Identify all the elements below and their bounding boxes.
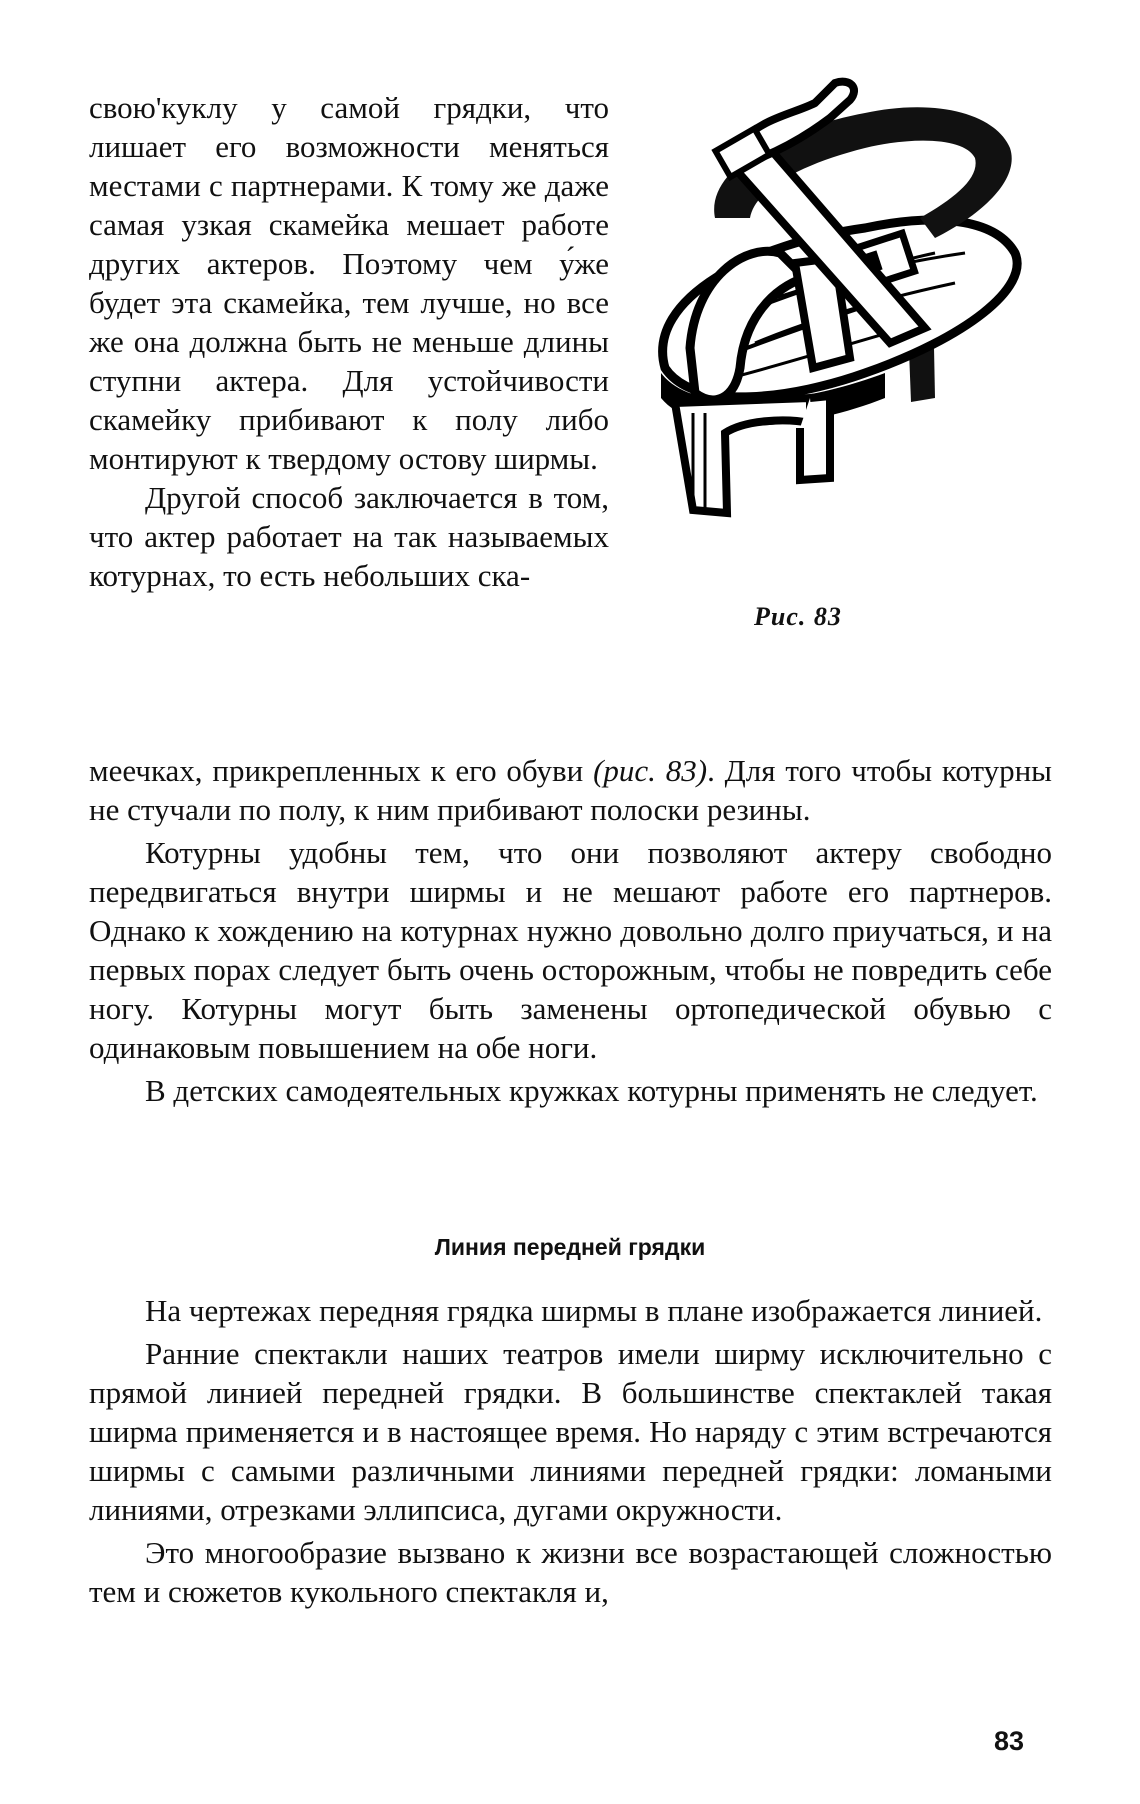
wrapped-text-column	[89, 88, 609, 595]
section-heading: Линия передней грядки	[434, 1234, 706, 1260]
paragraph: В детских самодеятельных кружках котурны применять не следует.	[145, 1073, 1038, 1108]
page-number: 83	[994, 1726, 1025, 1756]
paragraph-continuation	[89, 751, 1052, 829]
kothurn-drawing	[635, 68, 1030, 568]
kothurn-illustration	[635, 68, 1030, 568]
paragraph: свою'куклу у самой грядки, что лишает его возможности меняться местами с партнерами. К тому же даже самая узкая скамейка мешает работе других актеров. Поэтому чем у́же будет эта скамейка, тем лучше, но все же она должна быть не меньше длины ступни актера. Для устойчивости скамейку прибивают к полу либо монтируют к твердому остову ширмы.	[89, 90, 609, 476]
figure-caption: Рис. 83	[754, 602, 842, 631]
figure-reference: (рис. 83)	[593, 753, 708, 788]
paragraph: На чертежах передняя грядка ширмы в плане изображается линией.	[145, 1293, 1043, 1328]
continuation-text: меечках, прикрепленных к его обуви	[89, 753, 594, 788]
full-width-text	[89, 751, 1052, 1110]
section-text	[89, 1291, 1052, 1611]
paragraph: Котурны удобны тем, что они позволяют актеру свободно передвигаться внутри ширмы и не мешают работе его партнеров. Однако к хождению на котурнах нужно довольно долго приучаться, и на первых порах следует быть очень осторожным, чтобы не повредить себе ногу. Котурны могут быть заменены ортопедической обувью с одинаковым повышением на обе ноги.	[89, 835, 1052, 1065]
paragraph: Другой способ заключается в том, что актер работает на так называемых котурнах, то есть небольших ска-	[89, 480, 609, 593]
continuation-text-end: . Для того чтобы котурны не стучали по полу, к ним прибивают полоски резины.	[89, 753, 1053, 827]
paragraph: Ранние спектакли наших театров имели ширму исключительно с прямой линией передней грядки. В большинстве спектаклей такая ширма применяется и в настоящее время. Но наряду с этим встречаются ширмы с самыми различными линиями передней грядки: ломаными линиями, отрезками эллипсиса, дугами окружности.	[89, 1336, 1052, 1527]
paragraph: Это многообразие вызвано к жизни все возрастающей сложностью тем и сюжетов кукольного спектакля и,	[89, 1535, 1052, 1609]
